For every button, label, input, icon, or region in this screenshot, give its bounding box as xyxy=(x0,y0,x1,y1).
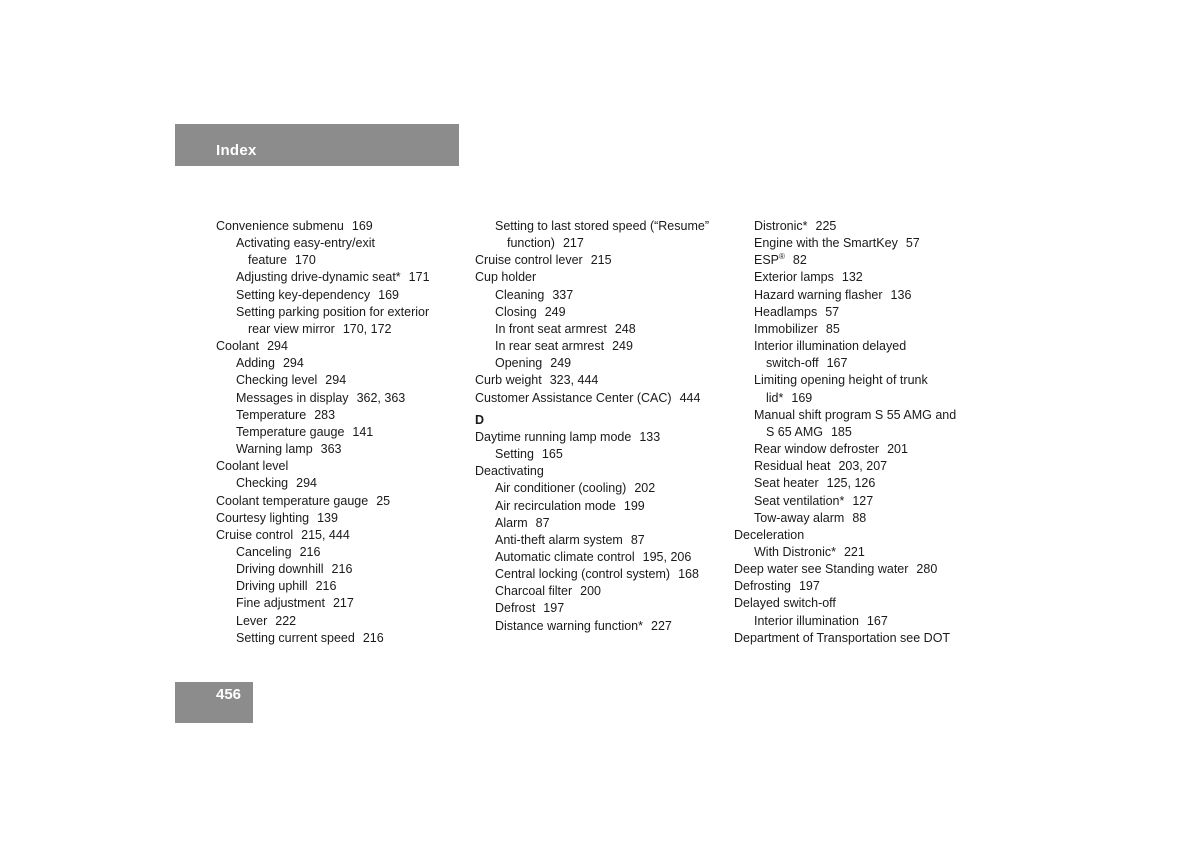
index-entry xyxy=(216,458,466,475)
page-reference: 197 xyxy=(543,601,565,616)
page-reference: 217 xyxy=(562,236,584,251)
page-reference: 87 xyxy=(535,515,550,530)
page-reference: 200 xyxy=(580,584,601,599)
index-term: Anti-theft alarm system xyxy=(495,532,623,547)
page-reference: 169 xyxy=(791,390,813,405)
index-subentry xyxy=(216,544,466,561)
page-reference: 362, 363 xyxy=(356,390,406,405)
page-reference: 133 xyxy=(639,429,661,444)
header-bar xyxy=(175,124,459,166)
index-term: Coolant temperature gauge xyxy=(216,493,369,508)
index-subentry xyxy=(475,549,730,566)
index-subentry xyxy=(475,218,730,235)
index-subentry xyxy=(216,561,466,578)
index-term: Rear window defroster xyxy=(754,442,880,457)
index-term: Coolant xyxy=(216,339,260,354)
index-term: Delayed switch-off xyxy=(734,596,836,611)
index-subentry xyxy=(475,235,730,252)
index-term: function) xyxy=(507,236,555,251)
index-term: Cup holder xyxy=(475,270,537,285)
page-reference: 170 xyxy=(294,253,316,268)
index-term: Distronic* xyxy=(754,219,808,233)
index-subentry xyxy=(216,252,466,269)
page-reference: 225 xyxy=(815,219,837,233)
index-subentry xyxy=(216,269,466,286)
page-number-badge xyxy=(175,682,253,723)
index-term: S 65 AMG xyxy=(766,424,823,439)
index-entry xyxy=(216,338,466,355)
index-entry xyxy=(216,510,466,527)
index-subentry xyxy=(734,390,994,407)
page-reference: 294 xyxy=(296,476,317,491)
index-term: Deep water see Standing water xyxy=(734,562,909,577)
index-subentry xyxy=(475,287,730,304)
page-reference: 25 xyxy=(376,493,391,508)
index-subentry xyxy=(216,390,466,407)
index-subentry xyxy=(216,372,466,389)
index-subentry xyxy=(216,235,466,252)
index-subentry xyxy=(734,304,994,321)
index-term: Cleaning xyxy=(495,287,545,302)
page-reference: 249 xyxy=(612,339,633,354)
index-subentry xyxy=(216,595,466,612)
page-reference: 227 xyxy=(651,618,672,633)
index-term: Temperature gauge xyxy=(236,424,345,439)
index-term: Seat heater xyxy=(754,476,819,491)
index-subentry xyxy=(734,475,994,492)
index-subentry xyxy=(475,446,730,463)
index-subentry xyxy=(475,515,730,532)
index-term: Limiting opening height of trunk xyxy=(754,373,928,388)
index-entry xyxy=(734,527,994,544)
index-term: Lever xyxy=(236,613,268,628)
index-term: In rear seat armrest xyxy=(495,339,605,354)
index-subentry xyxy=(475,498,730,515)
page-title: Index xyxy=(216,142,257,159)
index-column-1 xyxy=(216,218,466,647)
index-term: Convenience submenu xyxy=(216,219,344,233)
index-term: Residual heat xyxy=(754,459,831,474)
index-term: ESP xyxy=(754,253,780,268)
page-reference: 168 xyxy=(678,567,699,582)
index-entry xyxy=(475,269,730,286)
page-reference: 294 xyxy=(325,373,347,388)
page-reference: 215, 444 xyxy=(301,527,350,542)
index-term: Department of Transportation see DOT xyxy=(734,630,951,645)
index-term: With Distronic* xyxy=(754,544,836,559)
index-term: Canceling xyxy=(236,544,292,559)
page-reference: 165 xyxy=(541,447,563,462)
index-term: Adding xyxy=(236,356,275,371)
index-term: Driving uphill xyxy=(236,579,308,594)
index-subentry xyxy=(734,510,994,527)
index-subentry xyxy=(734,287,994,304)
index-term: Messages in display xyxy=(236,390,349,405)
index-term: Alarm xyxy=(495,515,528,530)
index-section-letter xyxy=(475,412,730,429)
index-subentry xyxy=(734,441,994,458)
index-subentry xyxy=(216,355,466,372)
page-reference: 82 xyxy=(792,253,807,268)
page-reference: 136 xyxy=(890,287,912,302)
index-subentry xyxy=(475,355,730,372)
page-reference: 57 xyxy=(825,304,840,319)
index-subentry xyxy=(216,578,466,595)
index-subentry xyxy=(475,480,730,497)
index-subentry xyxy=(475,532,730,549)
index-subentry xyxy=(216,424,466,441)
registered-mark: ® xyxy=(779,252,785,262)
index-term: Central locking (control system) xyxy=(495,567,671,582)
index-entry xyxy=(216,527,466,544)
page-reference: 169 xyxy=(351,219,373,233)
index-term: switch-off xyxy=(766,356,819,371)
page-reference: 201 xyxy=(887,442,908,457)
index-term: Daytime running lamp mode xyxy=(475,429,632,444)
index-subentry xyxy=(475,566,730,583)
page-reference: 87 xyxy=(630,532,645,547)
page-reference: 337 xyxy=(552,287,574,302)
index-subentry xyxy=(734,321,994,338)
index-subentry xyxy=(475,600,730,617)
index-term: Setting key-dependency xyxy=(236,287,371,302)
index-entry xyxy=(475,252,730,269)
index-term: Driving downhill xyxy=(236,562,324,577)
index-term: Air conditioner (cooling) xyxy=(495,481,627,496)
page-reference: 125, 126 xyxy=(826,476,876,491)
page-reference: 197 xyxy=(798,579,820,594)
page-reference: 215 xyxy=(590,253,612,268)
index-term: Setting parking position for exterior xyxy=(236,304,430,319)
index-subentry xyxy=(734,544,994,561)
page-reference: 141 xyxy=(352,424,374,439)
page-reference: 167 xyxy=(826,356,848,371)
page-reference: 167 xyxy=(866,613,888,628)
index-term: In front seat armrest xyxy=(495,321,607,336)
index-term: Air recirculation mode xyxy=(495,498,616,513)
index-term: Checking xyxy=(236,476,289,491)
index-term: Tow-away alarm xyxy=(754,510,845,525)
index-term: Interior illumination xyxy=(754,613,859,628)
page-reference: 57 xyxy=(905,236,920,251)
page-reference: 127 xyxy=(852,493,874,508)
page-reference: 444 xyxy=(679,390,701,405)
page-reference: 323, 444 xyxy=(549,373,599,388)
index-term: Activating easy-entry/exit xyxy=(236,236,375,251)
page-reference: 283 xyxy=(314,407,336,422)
page-reference: 217 xyxy=(332,596,354,611)
index-subentry xyxy=(734,372,994,389)
page-reference: 185 xyxy=(830,424,852,439)
index-subentry xyxy=(734,269,994,286)
page-reference: 199 xyxy=(623,498,645,513)
page-reference: 249 xyxy=(544,304,566,319)
index-subentry xyxy=(475,321,730,338)
page-number: 456 xyxy=(216,686,242,703)
page-reference: 216 xyxy=(362,630,384,645)
page-reference: 216 xyxy=(299,544,321,559)
index-subentry xyxy=(475,304,730,321)
index-column-3 xyxy=(734,218,994,647)
index-term: Immobilizer xyxy=(754,321,818,336)
page-reference: 132 xyxy=(841,270,863,285)
index-term: Warning lamp xyxy=(236,442,313,457)
page-reference: 249 xyxy=(550,356,572,371)
page-reference: 170, 172 xyxy=(342,321,392,336)
index-entry xyxy=(734,561,994,578)
page-reference: 139 xyxy=(317,510,338,525)
index-term: Fine adjustment xyxy=(236,596,325,611)
index-term: Hazard warning flasher xyxy=(754,287,883,302)
page-reference: 171 xyxy=(408,270,430,285)
index-subentry xyxy=(216,475,466,492)
index-subentry xyxy=(475,583,730,600)
page-reference: 203, 207 xyxy=(838,459,888,474)
index-subentry xyxy=(475,618,730,635)
page-reference: 85 xyxy=(825,321,840,336)
index-term: Defrost xyxy=(495,601,536,616)
page-reference: 216 xyxy=(315,579,337,594)
index-subentry xyxy=(734,613,994,630)
index-entry xyxy=(734,595,994,612)
index-subentry xyxy=(216,304,466,321)
index-term: Defrosting xyxy=(734,579,791,594)
page-reference: 169 xyxy=(378,287,399,302)
index-term: Setting xyxy=(495,447,534,462)
page-reference: 280 xyxy=(916,562,938,577)
index-term: Exterior lamps xyxy=(754,270,834,285)
index-term: Cruise control xyxy=(216,527,294,542)
page-reference: 294 xyxy=(267,339,288,354)
index-term: Cruise control lever xyxy=(475,253,583,268)
index-subentry xyxy=(734,235,994,252)
index-term: lid* xyxy=(766,390,784,405)
index-subentry xyxy=(216,407,466,424)
index-entry xyxy=(475,372,730,389)
index-subentry xyxy=(734,424,994,441)
index-term: rear view mirror xyxy=(248,321,335,336)
index-term: Coolant level xyxy=(216,459,289,474)
index-subentry xyxy=(216,441,466,458)
index-entry xyxy=(475,463,730,480)
page-reference: 202 xyxy=(634,481,656,496)
index-term: Deceleration xyxy=(734,527,805,542)
index-term: Engine with the SmartKey xyxy=(754,236,898,251)
index-column-2 xyxy=(475,218,730,635)
index-term: Automatic climate control xyxy=(495,549,635,564)
index-subentry xyxy=(734,218,994,235)
index-subentry xyxy=(734,407,994,424)
page-reference: 216 xyxy=(331,562,353,577)
index-term: Interior illumination delayed xyxy=(754,339,907,354)
index-term: Seat ventilation* xyxy=(754,493,845,508)
index-term: Checking level xyxy=(236,373,318,388)
index-term: Curb weight xyxy=(475,373,542,388)
index-term: Distance warning function* xyxy=(495,618,643,633)
index-subentry xyxy=(734,338,994,355)
index-term: feature xyxy=(248,253,287,268)
index-term: D xyxy=(475,412,485,427)
index-subentry xyxy=(216,630,466,647)
index-subentry xyxy=(216,287,466,304)
index-entry xyxy=(734,630,994,647)
index-term: Charcoal filter xyxy=(495,584,573,599)
index-term: Closing xyxy=(495,304,537,319)
index-entry xyxy=(216,218,466,235)
index-subentry xyxy=(216,613,466,630)
index-entry xyxy=(216,493,466,510)
index-term: Temperature xyxy=(236,407,307,422)
index-subentry xyxy=(734,252,994,269)
index-entry xyxy=(734,578,994,595)
index-subentry xyxy=(734,493,994,510)
page-reference: 88 xyxy=(852,510,867,525)
index-term: Customer Assistance Center (CAC) xyxy=(475,390,672,405)
index-subentry xyxy=(734,458,994,475)
index-subentry xyxy=(475,338,730,355)
page-reference: 248 xyxy=(614,321,636,336)
index-entry xyxy=(475,390,730,407)
page-reference: 363 xyxy=(320,442,342,457)
index-term: Setting to last stored speed (“Resume” xyxy=(495,219,709,233)
page-reference: 195, 206 xyxy=(642,549,692,564)
index-term: Opening xyxy=(495,356,543,371)
index-entry xyxy=(475,429,730,446)
page-reference: 294 xyxy=(282,356,304,371)
index-term: Courtesy lighting xyxy=(216,510,310,525)
index-subentry xyxy=(216,321,466,338)
index-term: Deactivating xyxy=(475,464,544,479)
index-term: Setting current speed xyxy=(236,630,355,645)
page-reference: 221 xyxy=(843,544,865,559)
index-term: Adjusting drive-dynamic seat* xyxy=(236,270,401,285)
index-subentry xyxy=(734,355,994,372)
index-term: Headlamps xyxy=(754,304,818,319)
index-term: Manual shift program S 55 AMG and xyxy=(754,407,957,422)
page-reference: 222 xyxy=(275,613,297,628)
